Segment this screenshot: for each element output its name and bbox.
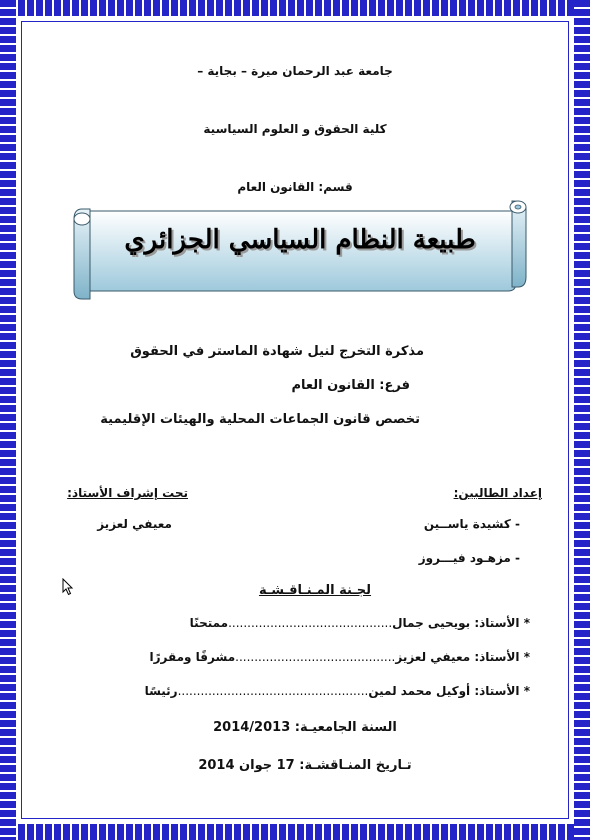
committee-role: ممتحنًا	[189, 616, 229, 630]
student-name: - كشيدة ياســين	[423, 517, 520, 531]
academic-year: السنة الجامعيـة: 2014/2013	[213, 720, 397, 735]
thesis-branch: فرع: القانون العام	[291, 378, 410, 393]
committee-member-label: * الأستاذ: معيفي لعزيز	[395, 650, 530, 664]
committee-role: مشرفًا ومقررًا	[149, 650, 236, 664]
supervisor-name: معيفي لعزيز	[97, 517, 172, 531]
committee-dots: ...........................................	[228, 616, 393, 630]
thesis-purpose: مذكرة التخرج لنيل شهادة الماستر في الحقوق	[130, 344, 424, 359]
committee-member-label: * الأستاذ: بويحيى جمال	[392, 616, 530, 630]
committee-member-label: * الأستاذ: أوكيل محمد لمين	[368, 684, 530, 698]
student-name: - مزهـود فيـــروز	[418, 551, 520, 565]
committee-row	[145, 684, 530, 698]
border-bottom	[0, 824, 590, 840]
thesis-title: طبيعة النظام السياسي الجزائري	[124, 225, 476, 255]
committee-row	[149, 650, 530, 664]
title-scroll-banner	[72, 197, 528, 305]
committee-dots: ..........................................	[235, 650, 396, 664]
university-name: جامعة عبد الرحمان ميرة – بجاية –	[197, 64, 393, 78]
supervisor-heading: تحت إشراف الأستاذ:	[67, 486, 188, 500]
committee-role: رئيسًا	[144, 684, 178, 698]
thesis-specialty: تخصص قانون الجماعات المحلية والهيئات الإقليمية	[100, 412, 420, 427]
committee-dots: ..................................................	[177, 684, 369, 698]
students-heading: إعداد الطالبين:	[453, 486, 542, 500]
committee-row	[190, 616, 530, 630]
faculty-name: كلية الحقوق و العلوم السياسية	[203, 122, 387, 136]
border-top	[0, 0, 590, 16]
department-name: قسم: القانون العام	[237, 180, 353, 194]
committee-heading: لجـنة المـنـاقـشـة	[258, 583, 372, 598]
defense-date: تـاريخ المنـاقشـة: 17 جوان 2014	[198, 758, 412, 773]
